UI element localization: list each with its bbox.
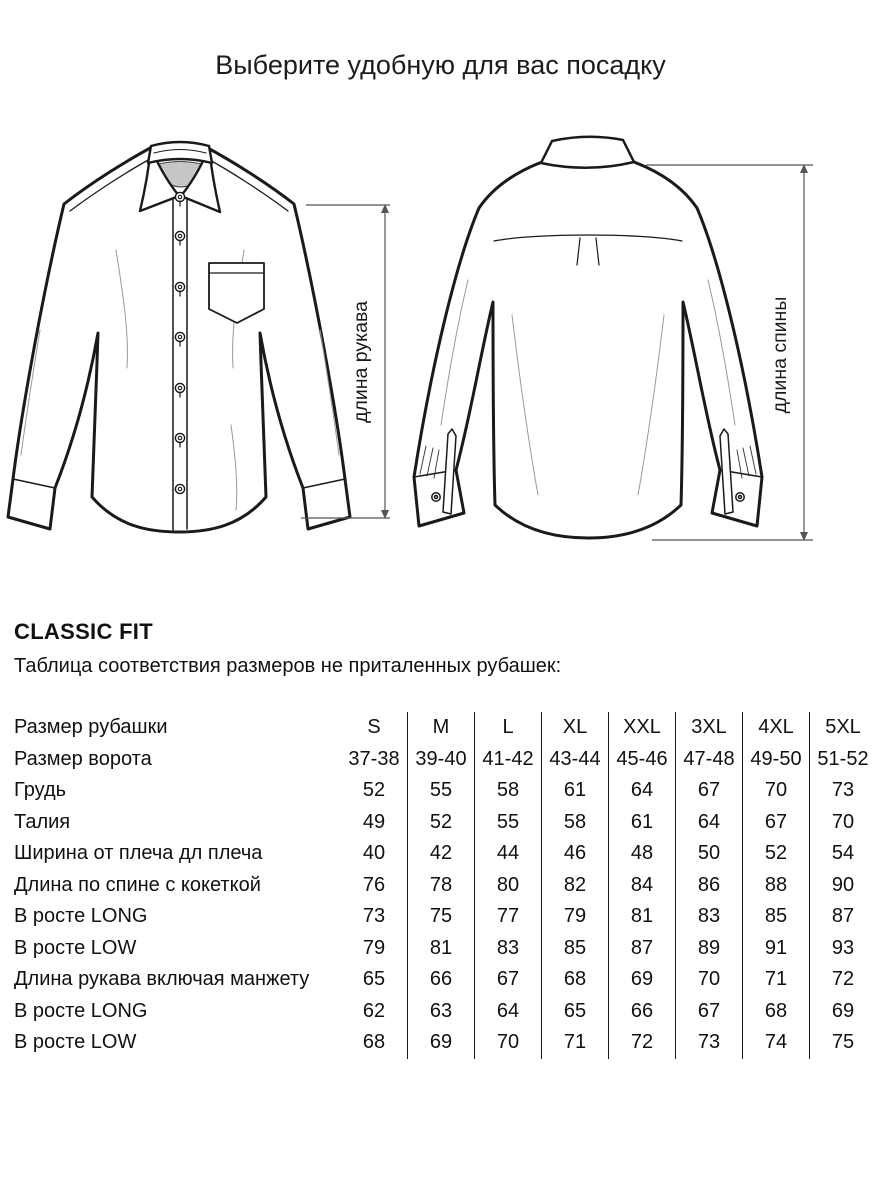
table-row [14, 775, 876, 807]
table-cell: 40 [362, 842, 386, 865]
table-cell: 66 [408, 964, 475, 996]
table-cell: 91 [743, 933, 810, 965]
table-cell: 43-44 [542, 744, 609, 776]
table-cell: 64 [676, 807, 743, 839]
table-cell: M [408, 712, 475, 744]
table-cell: 69 [609, 964, 676, 996]
table-cell: 64 [475, 996, 542, 1028]
table-cell: 72 [810, 964, 877, 996]
table-cell: 84 [609, 870, 676, 902]
table-cell: 67 [475, 964, 542, 996]
table-cell: 52 [408, 807, 475, 839]
table-cell: 70 [743, 775, 810, 807]
row-label: Длина рукава включая манжету [14, 968, 310, 991]
row-label: Грудь [14, 779, 67, 802]
table-cell: 61 [609, 807, 676, 839]
table-cell: 46 [542, 838, 609, 870]
table-cell: 70 [810, 807, 877, 839]
table-cell: 66 [609, 996, 676, 1028]
table-row [14, 744, 876, 776]
table-row [14, 996, 876, 1028]
table-cell: 64 [609, 775, 676, 807]
table-cell: 49 [362, 810, 386, 833]
table-cell: S [367, 716, 381, 739]
table-cell: 52 [362, 779, 386, 802]
table-cell: 62 [362, 999, 386, 1022]
table-cell: 85 [542, 933, 609, 965]
table-cell: 69 [810, 996, 877, 1028]
back-length-label: длина спины [769, 296, 791, 414]
table-cell: 68 [743, 996, 810, 1028]
table-cell: 41-42 [475, 744, 542, 776]
table-cell: 39-40 [408, 744, 475, 776]
table-cell: 45-46 [609, 744, 676, 776]
table-cell: 65 [542, 996, 609, 1028]
table-cell: 3XL [676, 712, 743, 744]
table-cell: 49-50 [743, 744, 810, 776]
table-cell: 42 [408, 838, 475, 870]
table-cell: 50 [676, 838, 743, 870]
table-cell: 88 [743, 870, 810, 902]
table-cell: 71 [542, 1027, 609, 1059]
chest-pocket [209, 263, 264, 323]
size-table [14, 712, 876, 1059]
row-label: В росте LOW [14, 1031, 137, 1054]
table-cell: 73 [676, 1027, 743, 1059]
table-cell: 70 [475, 1027, 542, 1059]
table-cell: 44 [475, 838, 542, 870]
row-label: В росте LONG [14, 905, 148, 928]
table-cell: 52 [743, 838, 810, 870]
table-cell: 72 [609, 1027, 676, 1059]
row-label: Ширина от плеча дл плеча [14, 842, 263, 865]
table-cell: 79 [362, 936, 386, 959]
table-cell: 67 [676, 996, 743, 1028]
size-table-body [14, 712, 876, 1059]
table-cell: 76 [362, 873, 386, 896]
table-cell: 81 [609, 901, 676, 933]
table-cell: 68 [542, 964, 609, 996]
table-cell: 48 [609, 838, 676, 870]
row-label: В росте LOW [14, 936, 137, 959]
table-row [14, 901, 876, 933]
table-row [14, 933, 876, 965]
table-row [14, 1027, 876, 1059]
table-cell: L [475, 712, 542, 744]
table-row [14, 870, 876, 902]
table-cell: 47-48 [676, 744, 743, 776]
table-cell: 67 [743, 807, 810, 839]
table-cell: 73 [362, 905, 386, 928]
row-label: В росте LONG [14, 999, 148, 1022]
table-cell: 4XL [743, 712, 810, 744]
fit-heading: CLASSIC FIT [14, 619, 153, 644]
row-label: Длина по спине с кокеткой [14, 873, 261, 896]
table-cell: 75 [810, 1027, 877, 1059]
table-cell: 75 [408, 901, 475, 933]
table-cell: 63 [408, 996, 475, 1028]
table-cell: 5XL [810, 712, 877, 744]
row-label: Талия [14, 810, 71, 833]
table-row [14, 964, 876, 996]
page-title: Выберите удобную для вас посадку [215, 50, 666, 80]
shirt-front-drawing [8, 142, 350, 532]
table-cell: 82 [542, 870, 609, 902]
table-cell: 83 [475, 933, 542, 965]
table-row [14, 838, 876, 870]
table-row [14, 807, 876, 839]
shirt-back-drawing [414, 137, 762, 538]
table-cell: 58 [475, 775, 542, 807]
table-cell: 54 [810, 838, 877, 870]
table-cell: 83 [676, 901, 743, 933]
table-cell: 65 [362, 968, 386, 991]
table-cell: 89 [676, 933, 743, 965]
table-cell: XL [542, 712, 609, 744]
table-cell: 87 [810, 901, 877, 933]
table-cell: 71 [743, 964, 810, 996]
table-cell: 78 [408, 870, 475, 902]
table-cell: 90 [810, 870, 877, 902]
table-cell: 81 [408, 933, 475, 965]
table-cell: 68 [362, 1031, 386, 1054]
table-caption: Таблица соответствия размеров не приталенных рубашек: [14, 655, 562, 677]
row-label: Размер ворота [14, 747, 152, 770]
table-cell: 69 [408, 1027, 475, 1059]
table-cell: 61 [542, 775, 609, 807]
row-label: Размер рубашки [14, 716, 168, 739]
table-cell: 74 [743, 1027, 810, 1059]
table-cell: 77 [475, 901, 542, 933]
table-cell: 80 [475, 870, 542, 902]
table-cell: 37-38 [348, 747, 400, 770]
table-cell: 67 [676, 775, 743, 807]
table-cell: 85 [743, 901, 810, 933]
table-cell: 55 [475, 807, 542, 839]
table-cell: 58 [542, 807, 609, 839]
table-cell: 79 [542, 901, 609, 933]
table-cell: 51-52 [810, 744, 877, 776]
table-cell: 93 [810, 933, 877, 965]
table-cell: 87 [609, 933, 676, 965]
table-cell: 70 [676, 964, 743, 996]
table-cell: XXL [609, 712, 676, 744]
sleeve-length-label: длина рукава [350, 301, 372, 423]
table-cell: 55 [408, 775, 475, 807]
table-row [14, 712, 876, 744]
table-cell: 86 [676, 870, 743, 902]
table-cell: 73 [810, 775, 877, 807]
